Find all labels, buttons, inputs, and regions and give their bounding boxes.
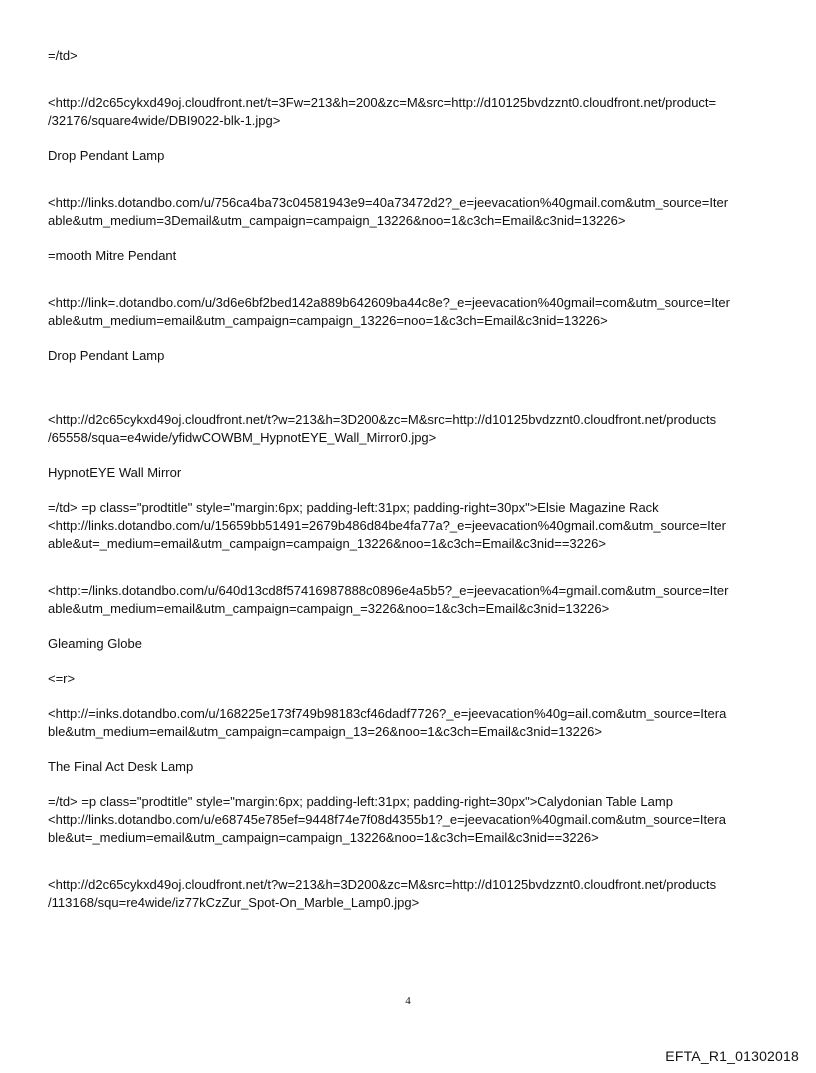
image-url: <http://d2c65cykxd49oj.cloudfront.net/t?w=213&h=3D200&zc=M&src=http://d10125bvdzznt0.cloudfront.net/products /113168/squ=re4wide/iz77kCzZur_Spot-On_Marble_Lamp0.jpg> <box>48 877 717 910</box>
product-link: <http://links.dotandbo.com/u/756ca4ba73c04581943e9=40a73472d2?_e=jeevacation%40gmail.com&utm_source=Iter able&utm_medium=3Demail&utm_campaign=campaign_13226&noo=1&c3ch=Email&c3nid=13226> <box>48 195 729 228</box>
product-link: <http:=/links.dotandbo.com/u/640d13cd8f57416987888c0896e4a5b5?_e=jeevacation%4=gmail.com&utm_source=Iter able&utm_medium=email&utm_campaign=campaign_=3226&noo=1&c3ch=Email&c3nid=13226> <box>48 583 729 616</box>
html-fragment: =/td> =p class="prodtitle" style="margin:6px; padding-left:31px; padding-right=30px">Elsie Magazine Rack <http://links.dotandbo.com/u/15659bb51491=2679b486d84be4fa77a?_e=jeevacation%40gmail.com&utm_source=Iter able&ut=_medium=email&utm_campaign=campaign_13226&noo=1&c3ch=Email&c3nid==3226> <box>48 500 726 551</box>
product-title: Gleaming Globe <box>48 636 142 651</box>
product-title: =mooth Mitre Pendant <box>48 248 177 263</box>
product-title: HypnotEYE Wall Mirror <box>48 465 182 480</box>
image-url: <http://d2c65cykxd49oj.cloudfront.net/t=3Fw=213&h=200&zc=M&src=http://d10125bvdzznt0.cloudfront.net/product= /32176/square4wide/DBI9022-blk-1.jpg> <box>48 95 717 128</box>
product-title: The Final Act Desk Lamp <box>48 759 194 774</box>
text-fragment: =/td> <box>48 48 78 63</box>
product-link: <http://=inks.dotandbo.com/u/168225e173f749b98183cf46dadf7726?_e=jeevacation%40g=ail.com&utm_source=Itera ble&utm_medium=email&utm_campaign=campaign_13=26&noo=1&c3ch=Email&c3nid=13226> <box>48 706 727 739</box>
image-url: <http://d2c65cykxd49oj.cloudfront.net/t?w=213&h=3D200&zc=M&src=http://d10125bvdzznt0.cloudfront.net/products /65558/squa=e4wide/yfidwCOWBM_HypnotEYE_Wall_Mirror0.jpg> <box>48 412 717 445</box>
page-number: 4 <box>405 995 411 1007</box>
product-title: Drop Pendant Lamp <box>48 148 165 163</box>
document-body <box>48 47 772 912</box>
text-fragment: <=r> <box>48 671 76 686</box>
product-link: <http://link=.dotandbo.com/u/3d6e6bf2bed142a889b642609ba44c8e?_e=jeevacation%40gmail=com&utm_source=Iter able&utm_medium=email&utm_campaign=campaign_13226=noo=1&c3ch=Email&c3nid=13226> <box>48 295 730 328</box>
product-title: Drop Pendant Lamp <box>48 348 165 363</box>
document-id: EFTA_R1_01302018 <box>665 1048 799 1064</box>
html-fragment: =/td> =p class="prodtitle" style="margin:6px; padding-left:31px; padding-right=30px">Calydonian Table Lamp <http://links.dotandbo.com/u/e68745e785ef=9448f74e7f08d4355b1?_e=jeevacation%40gmail.com&utm_source=Itera ble&ut=_medium=email&utm_campaign=campaign_13226&noo=1&c3ch=Email&c3nid==3226> <box>48 794 726 845</box>
